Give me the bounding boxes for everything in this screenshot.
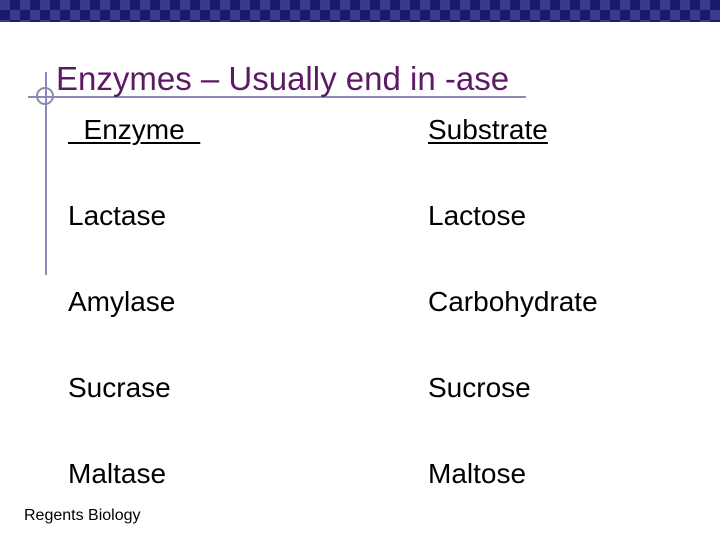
header-substrate: Substrate: [428, 114, 548, 145]
substrate-cell: Sucrose: [428, 372, 531, 403]
checkered-pattern: [0, 0, 720, 22]
table-header-row: [68, 114, 668, 154]
table-row: [68, 200, 668, 240]
table-row: [68, 286, 668, 326]
substrate-cell: Carbohydrate: [428, 286, 598, 317]
slide-title: Enzymes – Usually end in -ase: [56, 60, 510, 97]
enzyme-cell: Sucrase: [68, 372, 171, 403]
footer-label: Regents Biology: [24, 507, 141, 524]
crosshair-circle-decoration: [36, 87, 54, 105]
table-row: [68, 372, 668, 412]
enzyme-cell: Maltase: [68, 458, 167, 489]
enzyme-cell: Amylase: [68, 286, 176, 317]
table-row: [68, 458, 668, 498]
header-enzyme: Enzyme: [68, 114, 201, 145]
top-banner: [0, 0, 720, 22]
enzyme-cell: Lactase: [68, 200, 167, 231]
substrate-cell: Maltose: [428, 458, 527, 489]
substrate-cell: Lactose: [428, 200, 527, 231]
